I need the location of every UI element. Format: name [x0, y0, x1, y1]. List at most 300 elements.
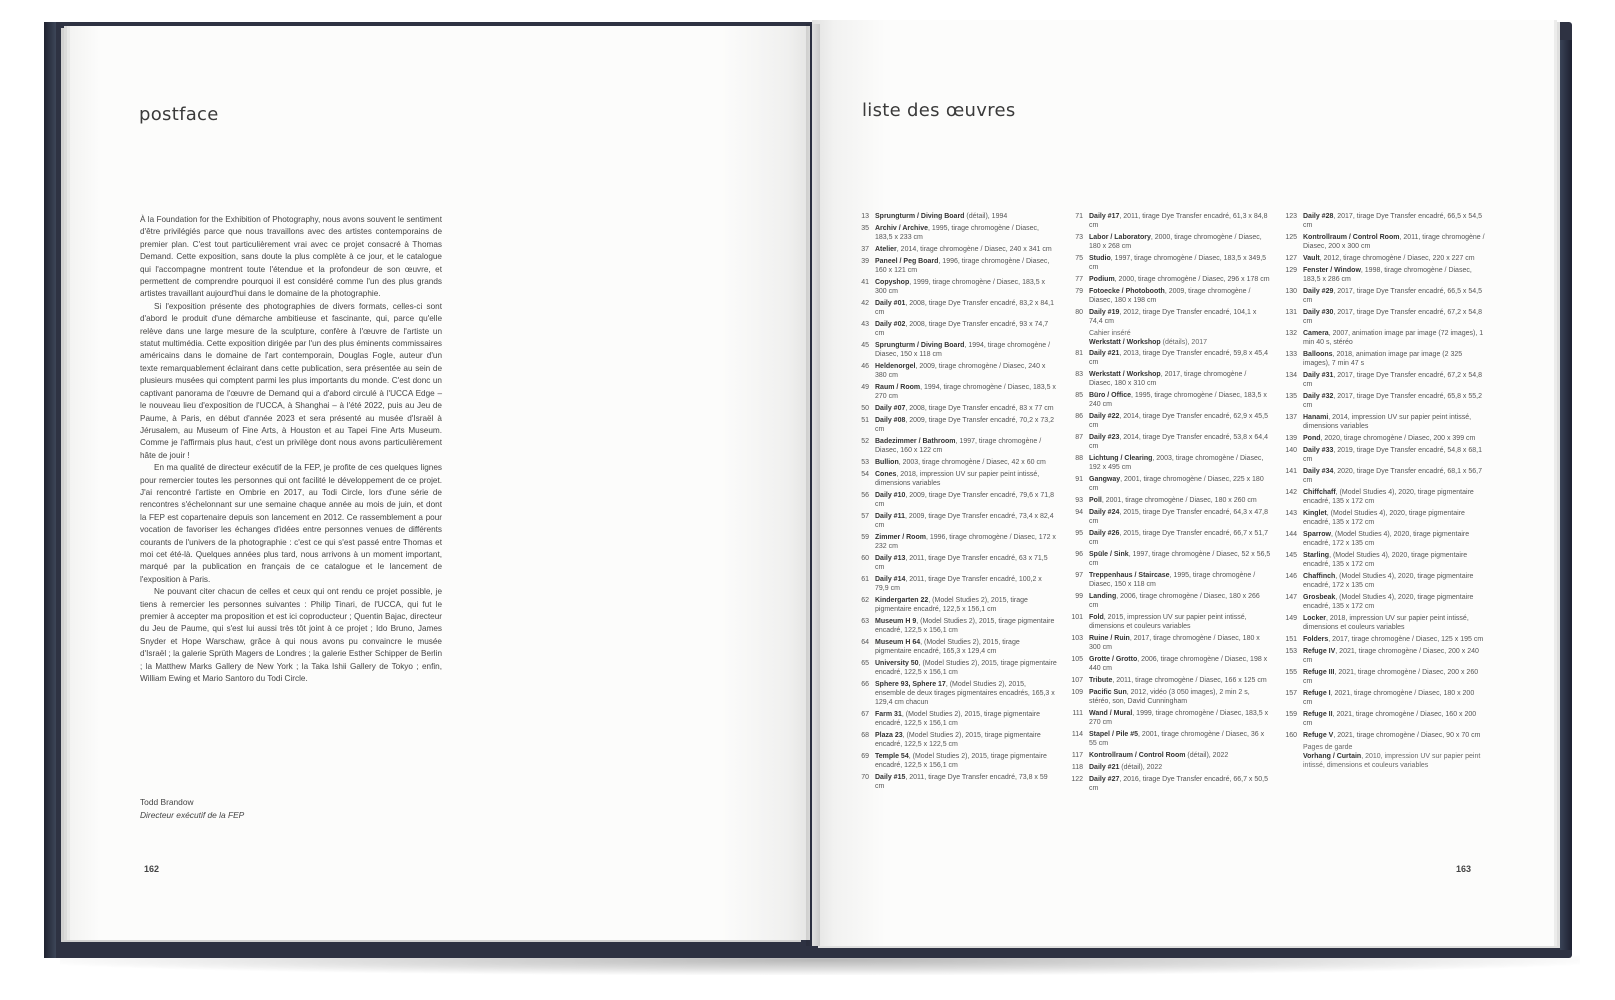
- work-title: Bullion: [875, 459, 899, 466]
- work-details: , 2009, tirage Dye Transfer encadré, 70,2 x 73,2 cm: [875, 417, 1055, 433]
- work-title: Labor / Laboratory: [1089, 234, 1151, 241]
- work-page-number: 66: [861, 681, 869, 688]
- work-title: Daily #11: [875, 513, 905, 520]
- work-details: , 2011, tirage Dye Transfer encadré, 100,2 x 79,9 cm: [875, 576, 1042, 592]
- work-entry: [1066, 529, 1271, 547]
- work-details: , 2021, tirage chromogène / Diasec, 180 x 200 cm: [1303, 690, 1475, 706]
- work-page-number: 93: [1075, 497, 1083, 504]
- work-page-number: 57: [861, 513, 869, 520]
- work-page-number: 131: [1285, 309, 1297, 316]
- work-title: Daily #27: [1089, 776, 1120, 783]
- work-entry: [1066, 433, 1271, 451]
- work-details: , 2018, animation image par image (2 325 images), 7 min 47 s: [1303, 351, 1463, 367]
- work-entry: [1066, 751, 1271, 760]
- work-entry: [852, 491, 1057, 509]
- work-entry: [1280, 572, 1485, 590]
- work-entry: [1066, 212, 1271, 230]
- work-details: , 2010, impression UV sur papier peint intissé, dimensions et couleurs variables: [1303, 753, 1481, 769]
- work-entry: [852, 458, 1057, 467]
- work-title: Ruine / Ruin: [1089, 635, 1130, 642]
- work-details: , 2003, tirage chromogène / Diasec, 192 x 495 cm: [1089, 455, 1264, 471]
- signature-role: Directeur exécutif de la FEP: [140, 810, 245, 820]
- work-details: , 2017, tirage Dye Transfer encadré, 66,5 x 54,5 cm: [1303, 213, 1483, 229]
- work-page-number: 135: [1285, 393, 1297, 400]
- work-details: , (Model Studies 2), 2015, tirage pigmentaire encadré, 122,5 x 156,1 cm: [875, 660, 1057, 676]
- work-title: Landing: [1089, 593, 1117, 600]
- work-details: , 2006, tirage chromogène / Diasec, 180 x 266 cm: [1089, 593, 1260, 609]
- work-details: , 2009, tirage Dye Transfer encadré, 79,6 x 71,8 cm: [875, 492, 1055, 508]
- work-details: , 1999, tirage chromogène / Diasec, 183,5 x 270 cm: [1089, 710, 1269, 726]
- work-details: , 1995, tirage chromogène / Diasec, 150 x 118 cm: [1089, 572, 1256, 588]
- work-title: Daily #15: [875, 774, 906, 781]
- work-details: , (Model Studies 4), 2020, tirage pigmentaire encadré, 135 x 172 cm: [1303, 510, 1465, 526]
- work-details: , 2021, tirage chromogène / Diasec, 160 x 200 cm: [1303, 711, 1477, 727]
- work-page-number: 60: [861, 555, 869, 562]
- work-page-number: 83: [1075, 371, 1083, 378]
- work-title: Folders: [1303, 636, 1329, 643]
- work-details: , 2007, animation image par image (72 images), 1 min 40 s, stéréo: [1303, 330, 1484, 346]
- work-page-number: 13: [861, 213, 869, 220]
- work-entry: [852, 731, 1057, 749]
- work-entry: [1066, 655, 1271, 673]
- work-title: Gangway: [1089, 476, 1121, 483]
- work-title: Grosbeak: [1303, 594, 1336, 601]
- work-page-number: 103: [1071, 635, 1083, 642]
- work-title: Kontrollraum / Control Room: [1303, 234, 1400, 241]
- work-entry: [1280, 308, 1485, 326]
- work-entry: [1280, 689, 1485, 707]
- work-title: Plaza 23: [875, 732, 903, 739]
- work-details: , 1995, tirage chromogène / Diasec, 183,5 x 240 cm: [1089, 392, 1267, 408]
- work-page-number: 61: [861, 576, 869, 583]
- note-label: Pages de garde: [1303, 744, 1353, 751]
- work-entry: [852, 752, 1057, 770]
- work-entry: [852, 470, 1057, 488]
- work-entry: [1066, 688, 1271, 706]
- work-details: , 2019, tirage Dye Transfer encadré, 54,8 x 68,1 cm: [1303, 447, 1483, 463]
- work-page-number: 94: [1075, 509, 1083, 516]
- work-title: Refuge V: [1303, 732, 1334, 739]
- work-details: , (Model Studies 2), 2015, tirage pigmentaire encadré, 122,5 x 156,1 cm: [875, 618, 1055, 634]
- book-gutter: [806, 24, 820, 946]
- work-title: Heldenorgel: [875, 363, 916, 370]
- work-page-number: 145: [1285, 552, 1297, 559]
- work-details: , 2017, tirage chromogène / Diasec, 125 x 195 cm: [1328, 636, 1484, 643]
- work-entry: [1280, 392, 1485, 410]
- work-entry: [1066, 571, 1271, 589]
- work-details: , 2012, vidéo (3 050 images), 2 min 2 s, stéréo, son, David Cunningham: [1089, 689, 1250, 705]
- work-page-number: 134: [1285, 372, 1297, 379]
- work-page-number: 149: [1285, 615, 1297, 622]
- work-title: Daily #21: [1089, 350, 1120, 357]
- work-page-number: 75: [1075, 255, 1083, 262]
- work-title: Copyshop: [875, 279, 910, 286]
- work-details: , 2016, tirage Dye Transfer encadré, 66,7 x 50,5 cm: [1089, 776, 1269, 792]
- work-title: Archiv / Archive: [875, 225, 929, 232]
- work-page-number: 141: [1285, 468, 1297, 475]
- work-title: Daily #30: [1303, 309, 1334, 316]
- work-page-number: 52: [861, 438, 869, 445]
- work-page-number: 62: [861, 597, 869, 604]
- work-entry: [852, 533, 1057, 551]
- page-number-right: 163: [1456, 864, 1472, 874]
- work-title: University 50: [875, 660, 919, 667]
- note-label: Cahier inséré: [1089, 330, 1131, 337]
- work-entry: [1280, 254, 1485, 263]
- work-title: Sphere 93, Sphere 17: [875, 681, 946, 688]
- work-details: , 2011, tirage chromogène / Diasec, 166 x 125 cm: [1112, 677, 1267, 684]
- work-entry: [1280, 731, 1485, 740]
- work-title: Fotoecke / Photobooth: [1089, 288, 1165, 295]
- work-page-number: 129: [1285, 267, 1297, 274]
- work-details: , 1994, tirage chromogène / Diasec, 150 x 118 cm: [875, 342, 1051, 358]
- work-title: Balloons: [1303, 351, 1333, 358]
- work-details: , 1997, tirage chromogène / Diasec, 52 x 56,5 cm: [1089, 551, 1271, 567]
- work-details: , 2008, tirage Dye Transfer encadré, 83,2 x 84,1 cm: [875, 300, 1055, 316]
- work-title: Daily #02: [875, 321, 906, 328]
- work-title: Sparrow: [1303, 531, 1332, 538]
- work-details: , 2014, impression UV sur papier peint intissé, dimensions variables: [1303, 414, 1472, 430]
- work-page-number: 65: [861, 660, 869, 667]
- work-page-number: 88: [1075, 455, 1083, 462]
- work-details: , 1996, tirage chromogène / Diasec, 160 x 121 cm: [875, 258, 1050, 274]
- work-title: Refuge II: [1303, 711, 1333, 718]
- work-details: , (Model Studies 4), 2020, tirage pigmentaire encadré, 135 x 172 cm: [1303, 489, 1474, 505]
- work-page-number: 45: [861, 342, 869, 349]
- work-entry: [852, 257, 1057, 275]
- work-page-number: 153: [1285, 648, 1297, 655]
- work-title: Daily #32: [1303, 393, 1334, 400]
- work-details: , 2015, tirage Dye Transfer encadré, 64,3 x 47,8 cm: [1089, 509, 1269, 525]
- work-entry: [1066, 676, 1271, 685]
- work-title: Paneel / Peg Board: [875, 258, 939, 265]
- work-page-number: 42: [861, 300, 869, 307]
- work-page-number: 39: [861, 258, 869, 265]
- work-details: , 2017, tirage chromogène / Diasec, 180 x 300 cm: [1089, 635, 1260, 651]
- work-entry: [852, 299, 1057, 317]
- work-entry: [1280, 530, 1485, 548]
- work-entry: [1280, 233, 1485, 251]
- work-details: , 2021, tirage chromogène / Diasec, 200 x 260 cm: [1303, 669, 1479, 685]
- work-title: Werkstatt / Workshop: [1089, 371, 1161, 378]
- work-entry: [1280, 467, 1485, 485]
- work-page-number: 79: [1075, 288, 1083, 295]
- work-entry: [1280, 551, 1485, 569]
- work-entry: [1066, 730, 1271, 748]
- work-details: , 2011, tirage chromogène / Diasec, 200 x 300 cm: [1303, 234, 1485, 250]
- work-page-number: 142: [1285, 489, 1297, 496]
- work-entry: [1066, 349, 1271, 367]
- work-entry: [1066, 508, 1271, 526]
- work-title: Stapel / Pile #5: [1089, 731, 1139, 738]
- work-title: Pond: [1303, 435, 1321, 442]
- work-details: , 2017, tirage chromogène / Diasec, 180 x 310 cm: [1089, 371, 1247, 387]
- work-page-number: 125: [1285, 234, 1297, 241]
- work-details: , 1998, tirage chromogène / Diasec, 183,5 x 286 cm: [1303, 267, 1472, 283]
- work-details: , 2001, tirage chromogène / Diasec, 225 x 180 cm: [1089, 476, 1264, 492]
- work-title: Daily #08: [875, 417, 906, 424]
- work-entry: [1066, 391, 1271, 409]
- work-entry: [852, 212, 1057, 221]
- work-page-number: 146: [1285, 573, 1297, 580]
- work-entry: [1280, 488, 1485, 506]
- work-details: , 2018, impression UV sur papier peint intissé, dimensions variables: [875, 471, 1040, 487]
- postface-paragraph: Ne pouvant citer chacun de celles et ceux qui ont rendu ce projet possible, je tiens à remercier les personnes suivantes : Philip Tinari, de l'UCCA, qui fut le premier à accepter ma proposition et est ici coproducteur ; Quentin Bajac, directeur du Jeu de Paume, qui s'est lui aussi très tôt joint à ce projet ; Ido Bruno, James Snyder et Hope Warschaw, grâce à qui nous avons pu convaincre le musée d'Israël ; la galerie Sprüth Magers de Londres ; la galerie Esther Schipper de Berlin ; la Matthew Marks Gallery de New York ; la Taka Ishii Gallery de Tokyo ; enfin, William Ewing et Mario Santoro du Todi Circle.: [140, 587, 442, 684]
- work-entry: [1066, 550, 1271, 568]
- work-entry: [1066, 233, 1271, 251]
- work-entry: [1280, 371, 1485, 389]
- work-details: , 2009, tirage chromogène / Diasec, 180 x 198 cm: [1089, 288, 1251, 304]
- work-title: Fold: [1089, 614, 1104, 621]
- work-details: , 2009, tirage Dye Transfer encadré, 73,4 x 82,4 cm: [875, 513, 1054, 529]
- work-page-number: 101: [1071, 614, 1083, 621]
- work-entry: [852, 659, 1057, 677]
- work-title: Büro / Office: [1089, 392, 1132, 399]
- postface-paragraph: À la Foundation for the Exhibition of Photography, nous avons souvent le sentiment d'être privilégiés parce que nous travaillons avec des artistes contemporains de premier plan. C'est tout particulièrement vrai avec ce projet consacré à Thomas Demand. Cette exposition, sans doute la plus complète à ce jour, et le catalogue qui l'accompagne montrent toute l'étendue et la profondeur de son œuvre, et permettent de comprendre pourquoi il est considéré comme l'un des plus grands artistes travaillant aujourd'hui dans le domaine de la photographie.: [140, 215, 442, 299]
- work-entry: [852, 596, 1057, 614]
- work-title: Badezimmer / Bathroom: [875, 438, 956, 445]
- work-title: Wand / Mural: [1089, 710, 1133, 717]
- work-page-number: 130: [1285, 288, 1297, 295]
- work-page-number: 132: [1285, 330, 1297, 337]
- work-details: , (Model Studies 4), 2020, tirage pigmentaire encadré, 135 x 172 cm: [1303, 594, 1474, 610]
- work-page-number: 122: [1071, 776, 1083, 783]
- work-title: Pacific Sun: [1089, 689, 1127, 696]
- work-entry: [852, 362, 1057, 380]
- work-details: , 2008, tirage Dye Transfer encadré, 93 x 74,7 cm: [875, 321, 1049, 337]
- work-details: , 2017, tirage Dye Transfer encadré, 67,2 x 54,8 cm: [1303, 372, 1483, 388]
- work-page-number: 123: [1285, 213, 1297, 220]
- work-title: Poll: [1089, 497, 1102, 504]
- work-title: Farm 31: [875, 711, 902, 718]
- cover-edge-right: [1560, 40, 1572, 950]
- work-details: , 2015, impression UV sur papier peint intissé, dimensions et couleurs variables: [1089, 614, 1247, 630]
- work-page-number: 114: [1071, 731, 1083, 738]
- work-entry: [852, 437, 1057, 455]
- work-entry: [1066, 775, 1271, 793]
- work-entry: [852, 416, 1057, 434]
- cover-edge-left: [44, 22, 56, 958]
- work-page-number: 127: [1285, 255, 1297, 262]
- work-details: , 2017, tirage Dye Transfer encadré, 67,2 x 54,8 cm: [1303, 309, 1483, 325]
- work-details: , 2017, tirage Dye Transfer encadré, 65,8 x 55,2 cm: [1303, 393, 1483, 409]
- work-details: , 2021, tirage chromogène / Diasec, 90 x 70 cm: [1333, 732, 1481, 739]
- work-entry: [1066, 254, 1271, 272]
- work-title: Atelier: [875, 246, 897, 253]
- work-page-number: 96: [1075, 551, 1083, 558]
- work-entry: [852, 773, 1057, 791]
- work-details: , 2011, tirage Dye Transfer encadré, 63 x 71,5 cm: [875, 555, 1048, 571]
- work-page-number: 70: [861, 774, 869, 781]
- work-details: , 2014, tirage Dye Transfer encadré, 62,9 x 45,5 cm: [1089, 413, 1269, 429]
- work-details: , 2012, tirage chromogène / Diasec, 220 x 227 cm: [1319, 255, 1475, 262]
- work-page-number: 35: [861, 225, 869, 232]
- work-entry: [1066, 592, 1271, 610]
- work-page-number: 51: [861, 417, 869, 424]
- work-entry: [1280, 509, 1485, 527]
- work-details: (détail), 1994: [964, 213, 1008, 220]
- work-details: , (Model Studies 2), 2015, tirage pigmentaire encadré, 122,5 x 122,5 cm: [875, 732, 1041, 748]
- work-details: , (Model Studies 4), 2020, tirage pigmentaire encadré, 135 x 172 cm: [1303, 552, 1468, 568]
- work-page-number: 81: [1075, 350, 1083, 357]
- work-page-number: 147: [1285, 594, 1297, 601]
- work-entry: [1280, 413, 1485, 431]
- work-page-number: 155: [1285, 669, 1297, 676]
- work-page-number: 41: [861, 279, 869, 286]
- work-title: Daily #33: [1303, 447, 1334, 454]
- work-title: Museum H 64: [875, 639, 921, 646]
- work-entry: [1280, 647, 1485, 665]
- work-title: Chiffchaff: [1303, 489, 1336, 496]
- work-details: , 2018, impression UV sur papier peint intissé, dimensions et couleurs variables: [1303, 615, 1469, 631]
- work-entry: [1280, 266, 1485, 284]
- work-page-number: 80: [1075, 309, 1083, 316]
- work-details: , 2008, tirage Dye Transfer encadré, 83 x 77 cm: [905, 405, 1054, 412]
- work-page-number: 37: [861, 246, 869, 253]
- work-title: Sprungturm / Diving Board: [875, 213, 965, 220]
- work-page-number: 118: [1071, 764, 1083, 771]
- work-title: Camera: [1303, 330, 1329, 337]
- work-page-number: 143: [1285, 510, 1297, 517]
- work-page-number: 139: [1285, 435, 1297, 442]
- work-entry: [1066, 287, 1271, 305]
- work-entry: [852, 404, 1057, 413]
- work-page-number: 77: [1075, 276, 1083, 283]
- work-title: Museum H 9: [875, 618, 917, 625]
- work-details: , (Model Studies 4), 2020, tirage pigmentaire encadré, 172 x 135 cm: [1303, 531, 1470, 547]
- work-details: , 2001, tirage chromogène / Diasec, 36 x 55 cm: [1089, 731, 1265, 747]
- work-entry: [1066, 634, 1271, 652]
- work-entry: [1066, 496, 1271, 505]
- work-title: Daily #29: [1303, 288, 1334, 295]
- work-entry: [852, 638, 1057, 656]
- work-details: , 1997, tirage chromogène / Diasec, 183,5 x 349,5 cm: [1089, 255, 1267, 271]
- work-title: Kinglet: [1303, 510, 1327, 517]
- work-title: Daily #07: [875, 405, 906, 412]
- work-title: Refuge III: [1303, 669, 1335, 676]
- work-page-number: 105: [1071, 656, 1083, 663]
- work-entry: [1066, 370, 1271, 388]
- work-page-number: 144: [1285, 531, 1297, 538]
- work-title: Daily #19: [1089, 309, 1120, 316]
- work-title: Kindergarten 22: [875, 597, 929, 604]
- work-page-number: 111: [1072, 710, 1083, 717]
- work-entry: [1280, 287, 1485, 305]
- postface-paragraph: Si l'exposition présente des photographies de divers formats, celles-ci sont d'abord le produit d'une démarche ambitieuse et fascinante, qui, parce qu'elle relève dans une large mesure de la sculpture, confère à l'œuvre de l'artiste un statut multimédia. Cette exposition dirigée par l'un des plus éminents commissaires américains dans le domaine de l'art contemporain, Douglas Fogle, auteur d'un texte remarquablement éclairant dans cette publication, sera présentée au sein de plusieurs musées qui comptent parmi les plus importants du monde. C'est donc un captivant panorama de l'œuvre de Demand qui a d'abord circulé à l'UCCA Edge – le nouveau lieu d'exposition de l'UCCA, à Shanghai – à l'été 2022, puis au Jeu de Paume, à Paris, en début d'année 2023 et sera présenté au musée d'Israël à Jérusalem, au Museum of Fine Arts, à Houston et au Tapei Fine Arts Museum. Comme je l'affirmais plus haut, c'est un privilège dont nous avons particulièrement hâte de jouir !: [140, 301, 442, 460]
- work-details: , 2003, tirage chromogène / Diasec, 42 x 60 cm: [898, 459, 1046, 466]
- work-page-number: 86: [1075, 413, 1083, 420]
- work-title: Spüle / Sink: [1089, 551, 1129, 558]
- work-entry: [1280, 593, 1485, 611]
- work-page-number: 160: [1285, 732, 1297, 739]
- work-entry: [1066, 308, 1271, 326]
- work-entry: [1066, 412, 1271, 430]
- work-title: Vorhang / Curtain: [1303, 753, 1362, 760]
- work-details: , (Model Studies 2), 2015, tirage pigmentaire encadré, 122,5 x 156,1 cm: [875, 597, 1028, 613]
- work-title: Cones: [875, 471, 897, 478]
- work-entry: [852, 512, 1057, 530]
- work-details: , 2015, tirage Dye Transfer encadré, 66,7 x 51,7 cm: [1089, 530, 1269, 546]
- work-details: , 1994, tirage chromogène / Diasec, 183,5 x 270 cm: [875, 384, 1056, 400]
- work-title: Temple 54: [875, 753, 909, 760]
- work-details: , 2000, tirage chromogène / Diasec, 296 x 178 cm: [1114, 276, 1270, 283]
- work-page-number: 109: [1071, 689, 1083, 696]
- work-page-number: 85: [1075, 392, 1083, 399]
- work-entry: [852, 710, 1057, 728]
- work-title: Zimmer / Room: [875, 534, 926, 541]
- work-page-number: 64: [861, 639, 869, 646]
- work-details: (détail), 2022: [1119, 764, 1163, 771]
- work-title: Treppenhaus / Staircase: [1089, 572, 1170, 579]
- work-entry: [852, 245, 1057, 254]
- postface-heading: postface: [139, 104, 219, 125]
- work-entry: [852, 617, 1057, 635]
- work-details: , (Model Studies 2), 2015, ensemble de deux tirages pigmentaires encadrés, 165,3 x 129,4 cm chacun: [875, 681, 1055, 706]
- work-title: Daily #13: [875, 555, 906, 562]
- work-page-number: 53: [861, 459, 869, 466]
- work-page-number: 133: [1285, 351, 1297, 358]
- work-entry: [1066, 454, 1271, 472]
- work-entry: [852, 224, 1057, 242]
- work-title: Daily #22: [1089, 413, 1120, 420]
- work-details: , 2020, tirage Dye Transfer encadré, 68,1 x 56,7 cm: [1303, 468, 1483, 484]
- work-page-number: 151: [1285, 636, 1297, 643]
- work-entry: [1280, 350, 1485, 368]
- signature-name: Todd Brandow: [140, 797, 194, 807]
- work-details: , 2011, tirage Dye Transfer encadré, 61,3 x 84,8 cm: [1089, 213, 1268, 229]
- postface-paragraph: En ma qualité de directeur exécutif de la FEP, je profite de ces quelques lignes pour remercier toutes les personnes qui ont facilité le développement de ce projet. J'ai rencontré l'artiste en Ombrie en 2017, au Todi Circle, lors d'une série de rencontres s'échelonnant sur une semaine chaque année au mois de juin, et dont la FEP est copartenaire depuis son lancement en 2012. Ce rassemblement a pour vocation de favoriser les échanges d'idées entre personnes venues de différents courants de l'univers de la photographie : c'est ce qui s'est passé entre Thomas et moi cet été-là. Quelques années plus tard, nous arrivons à un moment important, marqué par la publication en français de ce catalogue et le lancement de l'exposition à Paris.: [140, 463, 442, 584]
- work-entry: [1280, 434, 1485, 443]
- work-entry: [1066, 275, 1271, 284]
- work-page-number: 137: [1285, 414, 1297, 421]
- work-title: Refuge I: [1303, 690, 1331, 697]
- work-entry: [1066, 763, 1271, 772]
- work-title: Sprungturm / Diving Board: [875, 342, 965, 349]
- works-column-3: [1280, 212, 1485, 772]
- work-title: Kontrollraum / Control Room: [1089, 752, 1186, 759]
- work-title: Grotte / Grotto: [1089, 656, 1138, 663]
- work-title: Daily #26: [1089, 530, 1120, 537]
- work-entry: [1280, 212, 1485, 230]
- work-title: Daily #10: [875, 492, 906, 499]
- work-page-number: 71: [1075, 213, 1083, 220]
- work-entry: [852, 278, 1057, 296]
- work-entry: [1280, 635, 1485, 644]
- work-details: , (Model Studies 4), 2020, tirage pigmentaire encadré, 172 x 135 cm: [1303, 573, 1474, 589]
- work-title: Vault: [1303, 255, 1320, 262]
- work-details: , 2013, tirage Dye Transfer encadré, 59,8 x 45,4 cm: [1089, 350, 1269, 366]
- work-page-number: 97: [1075, 572, 1083, 579]
- works-list-heading: liste des œuvres: [862, 100, 1016, 121]
- work-title: Daily #17: [1089, 213, 1120, 220]
- works-column-2: [1066, 212, 1271, 796]
- work-entry: [1280, 710, 1485, 728]
- work-page-number: 59: [861, 534, 869, 541]
- work-page-number: 46: [861, 363, 869, 370]
- work-details: (détail), 2022: [1185, 752, 1229, 759]
- work-page-number: 99: [1075, 593, 1083, 600]
- work-title: Daily #24: [1089, 509, 1120, 516]
- work-entry: [1280, 329, 1485, 347]
- work-details: , 2000, tirage chromogène / Diasec, 180 x 268 cm: [1089, 234, 1262, 250]
- work-details: , 2014, tirage Dye Transfer encadré, 53,8 x 64,4 cm: [1089, 434, 1269, 450]
- work-title: Refuge IV: [1303, 648, 1336, 655]
- work-entry: [1066, 709, 1271, 727]
- work-title: Studio: [1089, 255, 1111, 262]
- work-details: , 2017, tirage Dye Transfer encadré, 66,5 x 54,5 cm: [1303, 288, 1483, 304]
- work-entry: [852, 554, 1057, 572]
- work-details: , 1999, tirage chromogène / Diasec, 183,5 x 300 cm: [875, 279, 1046, 295]
